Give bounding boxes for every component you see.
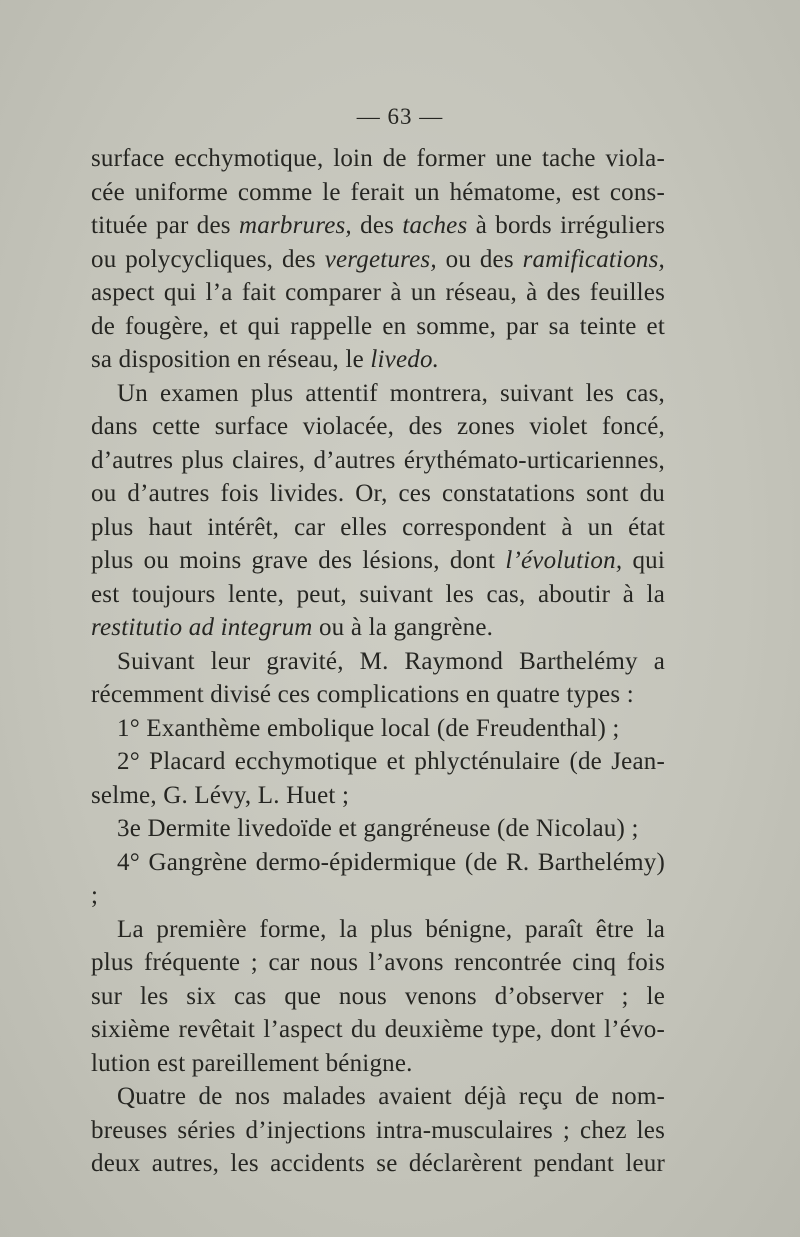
text-span: lution est pareillement bénigne. — [91, 1049, 413, 1077]
text-span: La première forme, la plus bénigne, paraît être la — [117, 915, 665, 943]
text-line — [91, 377, 665, 411]
text-line — [91, 1147, 665, 1181]
page-number: — 63 — — [356, 104, 444, 129]
list-item — [91, 712, 665, 746]
text-span: aspect qui l’a fait comparer à un réseau, à des feuilles — [91, 279, 665, 306]
text-line — [91, 913, 665, 947]
text-span: 2° Placard ecchymotique et phlycténulaire (de Jean- — [117, 748, 665, 775]
body-text — [91, 142, 665, 1181]
list-item — [91, 846, 665, 913]
text-line — [91, 310, 665, 344]
text-span: 4° Gangrène dermo-épidermique (de R. Barthelémy) ; — [91, 848, 665, 909]
text-span: sa disposition en réseau, le — [91, 346, 371, 373]
text-span: surface ecchymotique, loin de former une tache viola- — [91, 145, 665, 172]
text-span: de fougère, et qui rappelle en somme, par sa teinte et — [91, 312, 665, 340]
text-span: selme, G. Lévy, L. Huet ; — [91, 781, 350, 809]
text-line — [91, 1114, 665, 1148]
italic-term: livedo. — [370, 346, 440, 373]
text-line — [91, 410, 665, 444]
text-line — [91, 444, 665, 478]
text-line — [91, 209, 665, 243]
text-line — [91, 645, 665, 679]
text-span: Quatre de nos malades avaient déjà reçu de nom- — [117, 1083, 665, 1110]
italic-term: marbrures, — [238, 212, 352, 239]
text-line — [91, 1047, 665, 1081]
list-item — [91, 812, 665, 846]
text-span: récemment divisé ces complications en quatre types : — [91, 681, 634, 708]
text-span: sur les six cas que nous venons d’observer ; le — [91, 982, 665, 1010]
text-line — [91, 980, 665, 1014]
text-line — [91, 611, 665, 645]
text-span: est toujours lente, peut, suivant les cas, aboutir à la — [91, 580, 665, 608]
text-span: ou à la gangrène. — [312, 614, 494, 641]
text-line — [91, 544, 665, 578]
text-line — [91, 678, 665, 712]
text-line — [91, 477, 665, 511]
text-span: dans cette surface violacée, des zones violet foncé, — [91, 413, 665, 440]
text-span: tituée par des — [91, 212, 239, 239]
text-span: des — [351, 212, 403, 239]
text-span: plus ou moins grave des lésions, dont — [91, 547, 506, 574]
italic-term: restitutio ad integrum — [91, 614, 313, 641]
italic-term: ramifications, — [522, 245, 665, 273]
text-line — [91, 1080, 665, 1114]
text-span: Un examen plus attentif montrera, suivant les cas, — [117, 379, 665, 407]
text-line — [91, 176, 665, 210]
italic-term: vergetures, — [324, 245, 437, 273]
list-item — [91, 745, 665, 779]
text-span: 1° Exanthème embolique local (de Freudenthal) ; — [117, 714, 620, 742]
text-span: à bords irréguliers — [467, 212, 666, 239]
italic-term: l’évolution, — [505, 547, 623, 574]
text-span: ou polycycliques, des — [91, 245, 325, 273]
text-span: d’autres plus claires, d’autres érythémato-urticariennes, — [91, 446, 665, 474]
text-span: plus haut intérêt, car elles correspondent à un état — [91, 513, 665, 541]
text-line — [91, 343, 665, 377]
text-span: breuses séries d’injections intra-musculaires ; chez les — [91, 1116, 665, 1144]
text-span: Suivant leur gravité, M. Raymond Barthelémy a — [117, 647, 665, 675]
text-line — [91, 1013, 665, 1047]
text-line — [91, 511, 665, 545]
text-line — [91, 243, 665, 277]
text-line — [91, 276, 665, 310]
text-span: qui — [622, 547, 665, 574]
text-span: cée uniforme comme le ferait un hématome, est cons- — [91, 178, 665, 206]
text-span: deux autres, les accidents se déclarèrent pendant leur — [91, 1150, 665, 1177]
italic-term: taches — [402, 212, 468, 239]
text-line — [91, 578, 665, 612]
text-span: sixième revêtait l’aspect du deuxième type, dont l’évo- — [91, 1016, 665, 1043]
text-line — [91, 946, 665, 980]
text-span: plus fréquente ; car nous l’avons rencontrée cinq fois — [91, 949, 665, 976]
text-span: ou des — [436, 245, 523, 273]
text-span: 3e Dermite livedoïde et gangréneuse (de Nicolau) ; — [117, 815, 639, 842]
list-item-continuation — [91, 779, 665, 813]
text-line — [91, 142, 665, 176]
text-span: ou d’autres fois livides. Or, ces constatations sont du — [91, 480, 665, 507]
